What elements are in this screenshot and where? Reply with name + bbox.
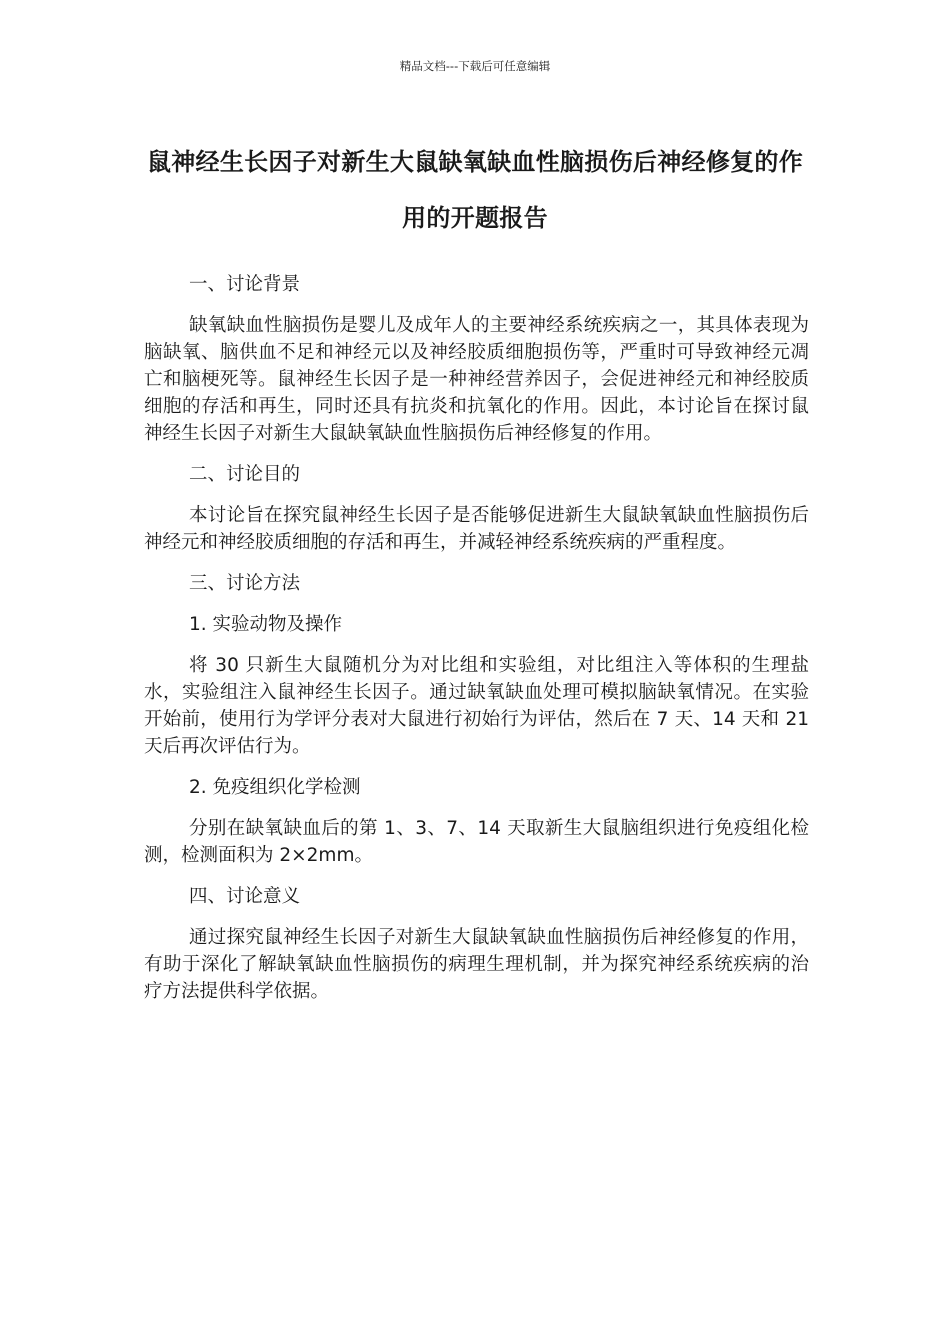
section-heading-significance: 四、讨论意义 [189,886,301,907]
paragraph-background: 缺氧缺血性脑损伤是婴儿及成年人的主要神经系统疾病之一，其具体表现为脑缺氧、脑供血不足和神经元以及神经胶质细胞损伤等，严重时可导致神经元凋亡和脑梗死等。鼠神经生长因子是一种神经营养因子，会促进神经元和神经胶质细胞的存活和再生，同时还具有抗炎和抗氧化的作用。因此，本讨论旨在探讨鼠神经生长因子对新生大鼠缺氧缺血性脑损伤后神经修复的作用。 [144,315,809,444]
paragraph-significance: 通过探究鼠神经生长因子对新生大鼠缺氧缺血性脑损伤后神经修复的作用，有助于深化了解缺氧缺血性脑损伤的病理生理机制，并为探究神经系统疾病的治疗方法提供科学依据。 [144,927,809,1002]
paragraph-purpose: 本讨论旨在探究鼠神经生长因子是否能够促进新生大鼠缺氧缺血性脑损伤后神经元和神经胶质细胞的存活和再生，并减轻神经系统疾病的严重程度。 [144,505,809,553]
subsection-heading-immunohistochemistry: 2. 免疫组织化学检测 [189,777,361,798]
paragraph-immunohistochemistry: 分别在缺氧缺血后的第 1、3、7、14 天取新生大鼠脑组织进行免疫组化检测，检测面积为 2×2mm。 [144,818,809,866]
document-title: 鼠神经生长因子对新生大鼠缺氧缺血性脑损伤后神经修复的作用的开题报告 [146,148,804,232]
section-heading-purpose: 二、讨论目的 [189,464,301,485]
paragraph-animals: 将 30 只新生大鼠随机分为对比组和实验组，对比组注入等体积的生理盐水，实验组注入鼠神经生长因子。通过缺氧缺血处理可模拟脑缺氧情况。在实验开始前，使用行为学评分表对大鼠进行初始行为评估，然后在 7 天、14 天和 21 天后再次评估行为。 [144,655,809,757]
document-body [144,271,809,1005]
page-header-note: 精品文档---下载后可任意编辑 [399,59,551,73]
section-heading-background: 一、讨论背景 [189,274,301,295]
section-heading-methods: 三、讨论方法 [189,573,301,594]
subsection-heading-animals: 1. 实验动物及操作 [189,614,343,635]
